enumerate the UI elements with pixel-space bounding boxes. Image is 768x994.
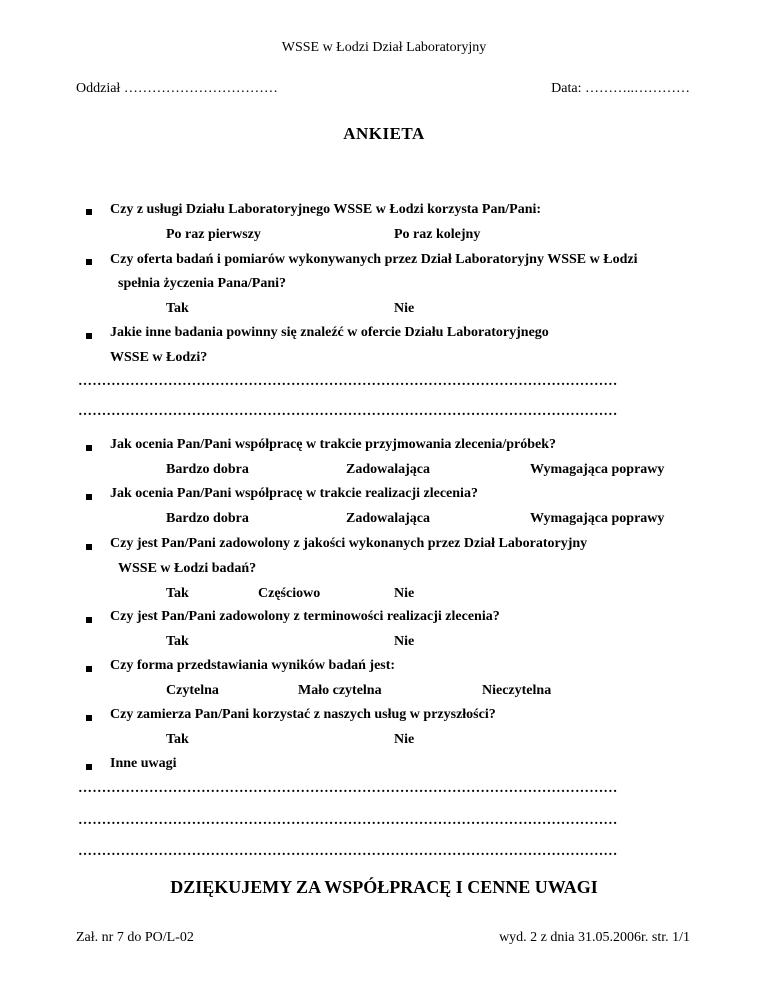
q8-option-readable[interactable]: Czytelna xyxy=(166,683,219,698)
q4-option-needs-improvement[interactable]: Wymagająca poprawy xyxy=(530,462,665,477)
date-field[interactable]: Data: ………..………… xyxy=(551,81,690,96)
q6-option-partially[interactable]: Częściowo xyxy=(258,586,321,601)
question-5: Jak ocenia Pan/Pani współpracę w trakcie realizacji zlecenia? xyxy=(110,486,478,501)
question-4: Jak ocenia Pan/Pani współpracę w trakcie przyjmowania zlecenia/próbek? xyxy=(110,437,557,452)
bullet-icon xyxy=(86,544,92,550)
question-7: Czy jest Pan/Pani zadowolony z terminowości realizacji zlecenia? xyxy=(110,609,500,624)
answer-line-1[interactable]: …………………………………………………………………………………………………… xyxy=(78,374,618,389)
bullet-icon xyxy=(86,209,92,215)
footer-left: Zał. nr 7 do PO/L-02 xyxy=(76,930,194,945)
q5-option-very-good[interactable]: Bardzo dobra xyxy=(166,511,249,526)
question-6-cont: WSSE w Łodzi badań? xyxy=(118,561,257,576)
bullet-icon xyxy=(86,764,92,770)
question-10: Inne uwagi xyxy=(110,756,177,771)
q2-option-no[interactable]: Nie xyxy=(394,301,415,316)
q2-option-yes[interactable]: Tak xyxy=(166,301,189,316)
q4-option-satisfactory[interactable]: Zadowalająca xyxy=(346,462,430,477)
question-2: Czy oferta badań i pomiarów wykonywanych przez Dział Laboratoryjny WSSE w Łodzi xyxy=(110,252,638,267)
question-3-cont: WSSE w Łodzi? xyxy=(110,350,208,365)
remarks-line-2[interactable]: …………………………………………………………………………………………………… xyxy=(78,813,618,828)
answer-line-2[interactable]: …………………………………………………………………………………………………… xyxy=(78,404,618,419)
institution-header: WSSE w Łodzi Dział Laboratoryjny xyxy=(281,40,487,55)
question-3: Jakie inne badania powinny się znaleźć w ofercie Działu Laboratoryjnego xyxy=(110,325,549,340)
q6-option-yes[interactable]: Tak xyxy=(166,586,189,601)
q9-option-no[interactable]: Nie xyxy=(394,732,415,747)
q5-option-needs-improvement[interactable]: Wymagająca poprawy xyxy=(530,511,665,526)
bullet-icon xyxy=(86,259,92,265)
branch-field[interactable]: Oddział …………………………… xyxy=(76,81,278,96)
q1-option-repeat[interactable]: Po raz kolejny xyxy=(394,227,481,242)
remarks-line-1[interactable]: …………………………………………………………………………………………………… xyxy=(78,781,618,796)
q4-option-very-good[interactable]: Bardzo dobra xyxy=(166,462,249,477)
remarks-line-3[interactable]: …………………………………………………………………………………………………… xyxy=(78,844,618,859)
q7-option-no[interactable]: Nie xyxy=(394,634,415,649)
footer-right: wyd. 2 z dnia 31.05.2006r. str. 1/1 xyxy=(499,930,690,945)
q5-option-satisfactory[interactable]: Zadowalająca xyxy=(346,511,430,526)
q1-option-first-time[interactable]: Po raz pierwszy xyxy=(166,227,261,242)
thanks-message: DZIĘKUJEMY ZA WSPÓŁPRACĘ I CENNE UWAGI xyxy=(170,877,598,897)
q8-option-unreadable[interactable]: Nieczytelna xyxy=(482,683,552,698)
bullet-icon xyxy=(86,333,92,339)
bullet-icon xyxy=(86,617,92,623)
bullet-icon xyxy=(86,445,92,451)
question-1: Czy z usługi Działu Laboratoryjnego WSSE w Łodzi korzysta Pan/Pani: xyxy=(110,202,542,217)
question-6: Czy jest Pan/Pani zadowolony z jakości wykonanych przez Dział Laboratoryjny xyxy=(110,536,588,551)
bullet-icon xyxy=(86,494,92,500)
question-9: Czy zamierza Pan/Pani korzystać z naszych usług w przyszłości? xyxy=(110,707,496,722)
bullet-icon xyxy=(86,715,92,721)
q7-option-yes[interactable]: Tak xyxy=(166,634,189,649)
question-8: Czy forma przedstawiania wyników badań jest: xyxy=(110,658,396,673)
question-2-cont: spełnia życzenia Pana/Pani? xyxy=(118,276,286,291)
q8-option-somewhat-readable[interactable]: Mało czytelna xyxy=(298,683,382,698)
q6-option-no[interactable]: Nie xyxy=(394,586,415,601)
form-title: ANKIETA xyxy=(343,124,425,143)
bullet-icon xyxy=(86,666,92,672)
q9-option-yes[interactable]: Tak xyxy=(166,732,189,747)
